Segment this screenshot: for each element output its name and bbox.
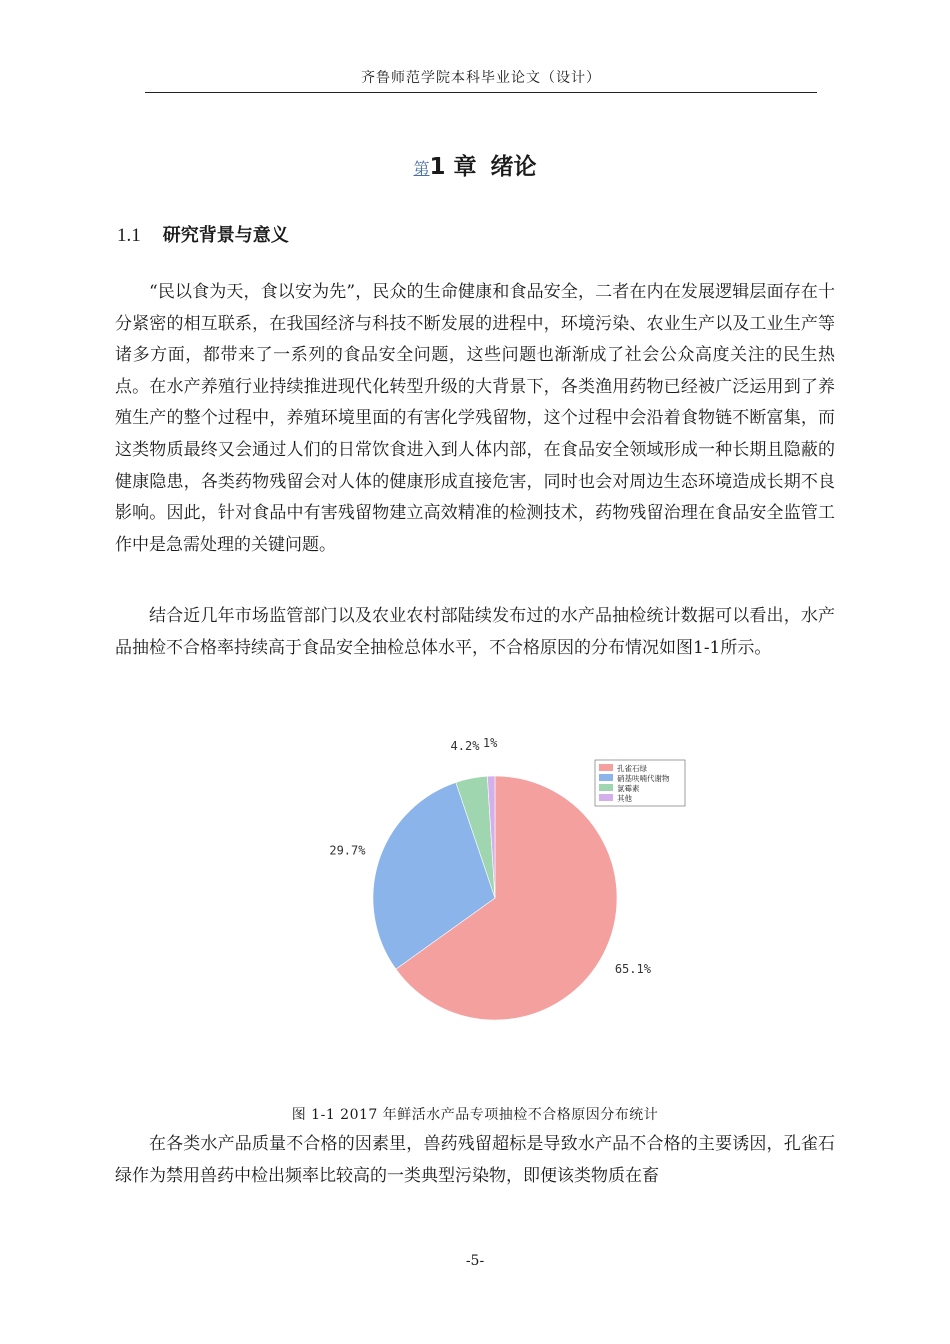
legend-swatch-1 — [599, 764, 613, 771]
legend-label-3: 氯霉素 — [617, 784, 640, 793]
chapter-prefix: 第 — [413, 159, 430, 178]
legend-swatch-2 — [599, 774, 613, 781]
pie-label-2: 29.7% — [329, 843, 366, 858]
page-number: -5- — [465, 1253, 485, 1269]
legend-label-1: 孔雀石绿 — [617, 764, 647, 773]
legend-label-2: 硝基呋喃代谢物 — [617, 774, 670, 783]
body-paragraph-3: 在各类水产品质量不合格的因素里，兽药残留超标是导致水产品不合格的主要诱因，孔雀石绿作为禁用兽药中检出频率比较高的一类典型污染物，即便该类物质在畜 — [115, 1134, 835, 1186]
running-header: 齐鲁师范学院本科毕业论文（设计） — [145, 67, 817, 93]
section-title: 研究背景与意义 — [162, 225, 289, 246]
chapter-title — [0, 148, 950, 181]
pie-chart — [300, 735, 700, 1035]
body-paragraph-1: “民以食为天，食以安为先”，民众的生命健康和食品安全，二者在内在发展逻辑层面存在十分紧密的相互联系，在我国经济与科技不断发展的进程中，环境污染、农业生产以及工业生产等诸多方面，都带来了一系列的食品安全问题，这些问题也渐渐成了社会公众高度关注的民生热点。在水产养殖行业持续推进现代化转型升级的大背景下，各类渔用药物已经被广泛运用到了养殖生产的整个过程中，养殖环境里面的有害化学残留物，这个过程中会沿着食物链不断富集，而这类物质最终又会通过人们的日常饮食进入到人体内部，在食品安全领域形成一种长期且隐蔽的健康隐患，各类药物残留会对人体的健康形成直接危害，同时也会对周边生态环境造成长期不良影响。因此，针对食品中有害残留物建立高效精准的检测技术，药物残留治理在食品安全监管工作中是急需处理的关键问题。 — [115, 282, 835, 555]
legend-swatch-3 — [599, 784, 613, 791]
pie-label-1: 65.1% — [614, 961, 651, 976]
pie-chart-svg — [300, 735, 700, 1035]
figure-caption: 图 1-1 2017 年鲜活水产品专项抽检不合格原因分布统计 — [291, 1107, 659, 1123]
pie-label-3: 4.2% — [450, 738, 480, 753]
legend-label-4: 其他 — [617, 794, 632, 803]
pie-label-4: 1% — [482, 736, 498, 751]
body-paragraph-2: 结合近几年市场监管部门以及农业农村部陆续发布过的水产品抽检统计数据可以看出，水产品抽检不合格率持续高于食品安全抽检总体水平，不合格原因的分布情况如图1-1所示。 — [115, 606, 835, 658]
chapter-number: 1 章 — [429, 154, 477, 180]
chapter-name: 绪论 — [490, 154, 537, 180]
section-number: 1.1 — [117, 225, 141, 246]
legend-swatch-4 — [599, 794, 613, 801]
section-heading — [117, 221, 289, 247]
